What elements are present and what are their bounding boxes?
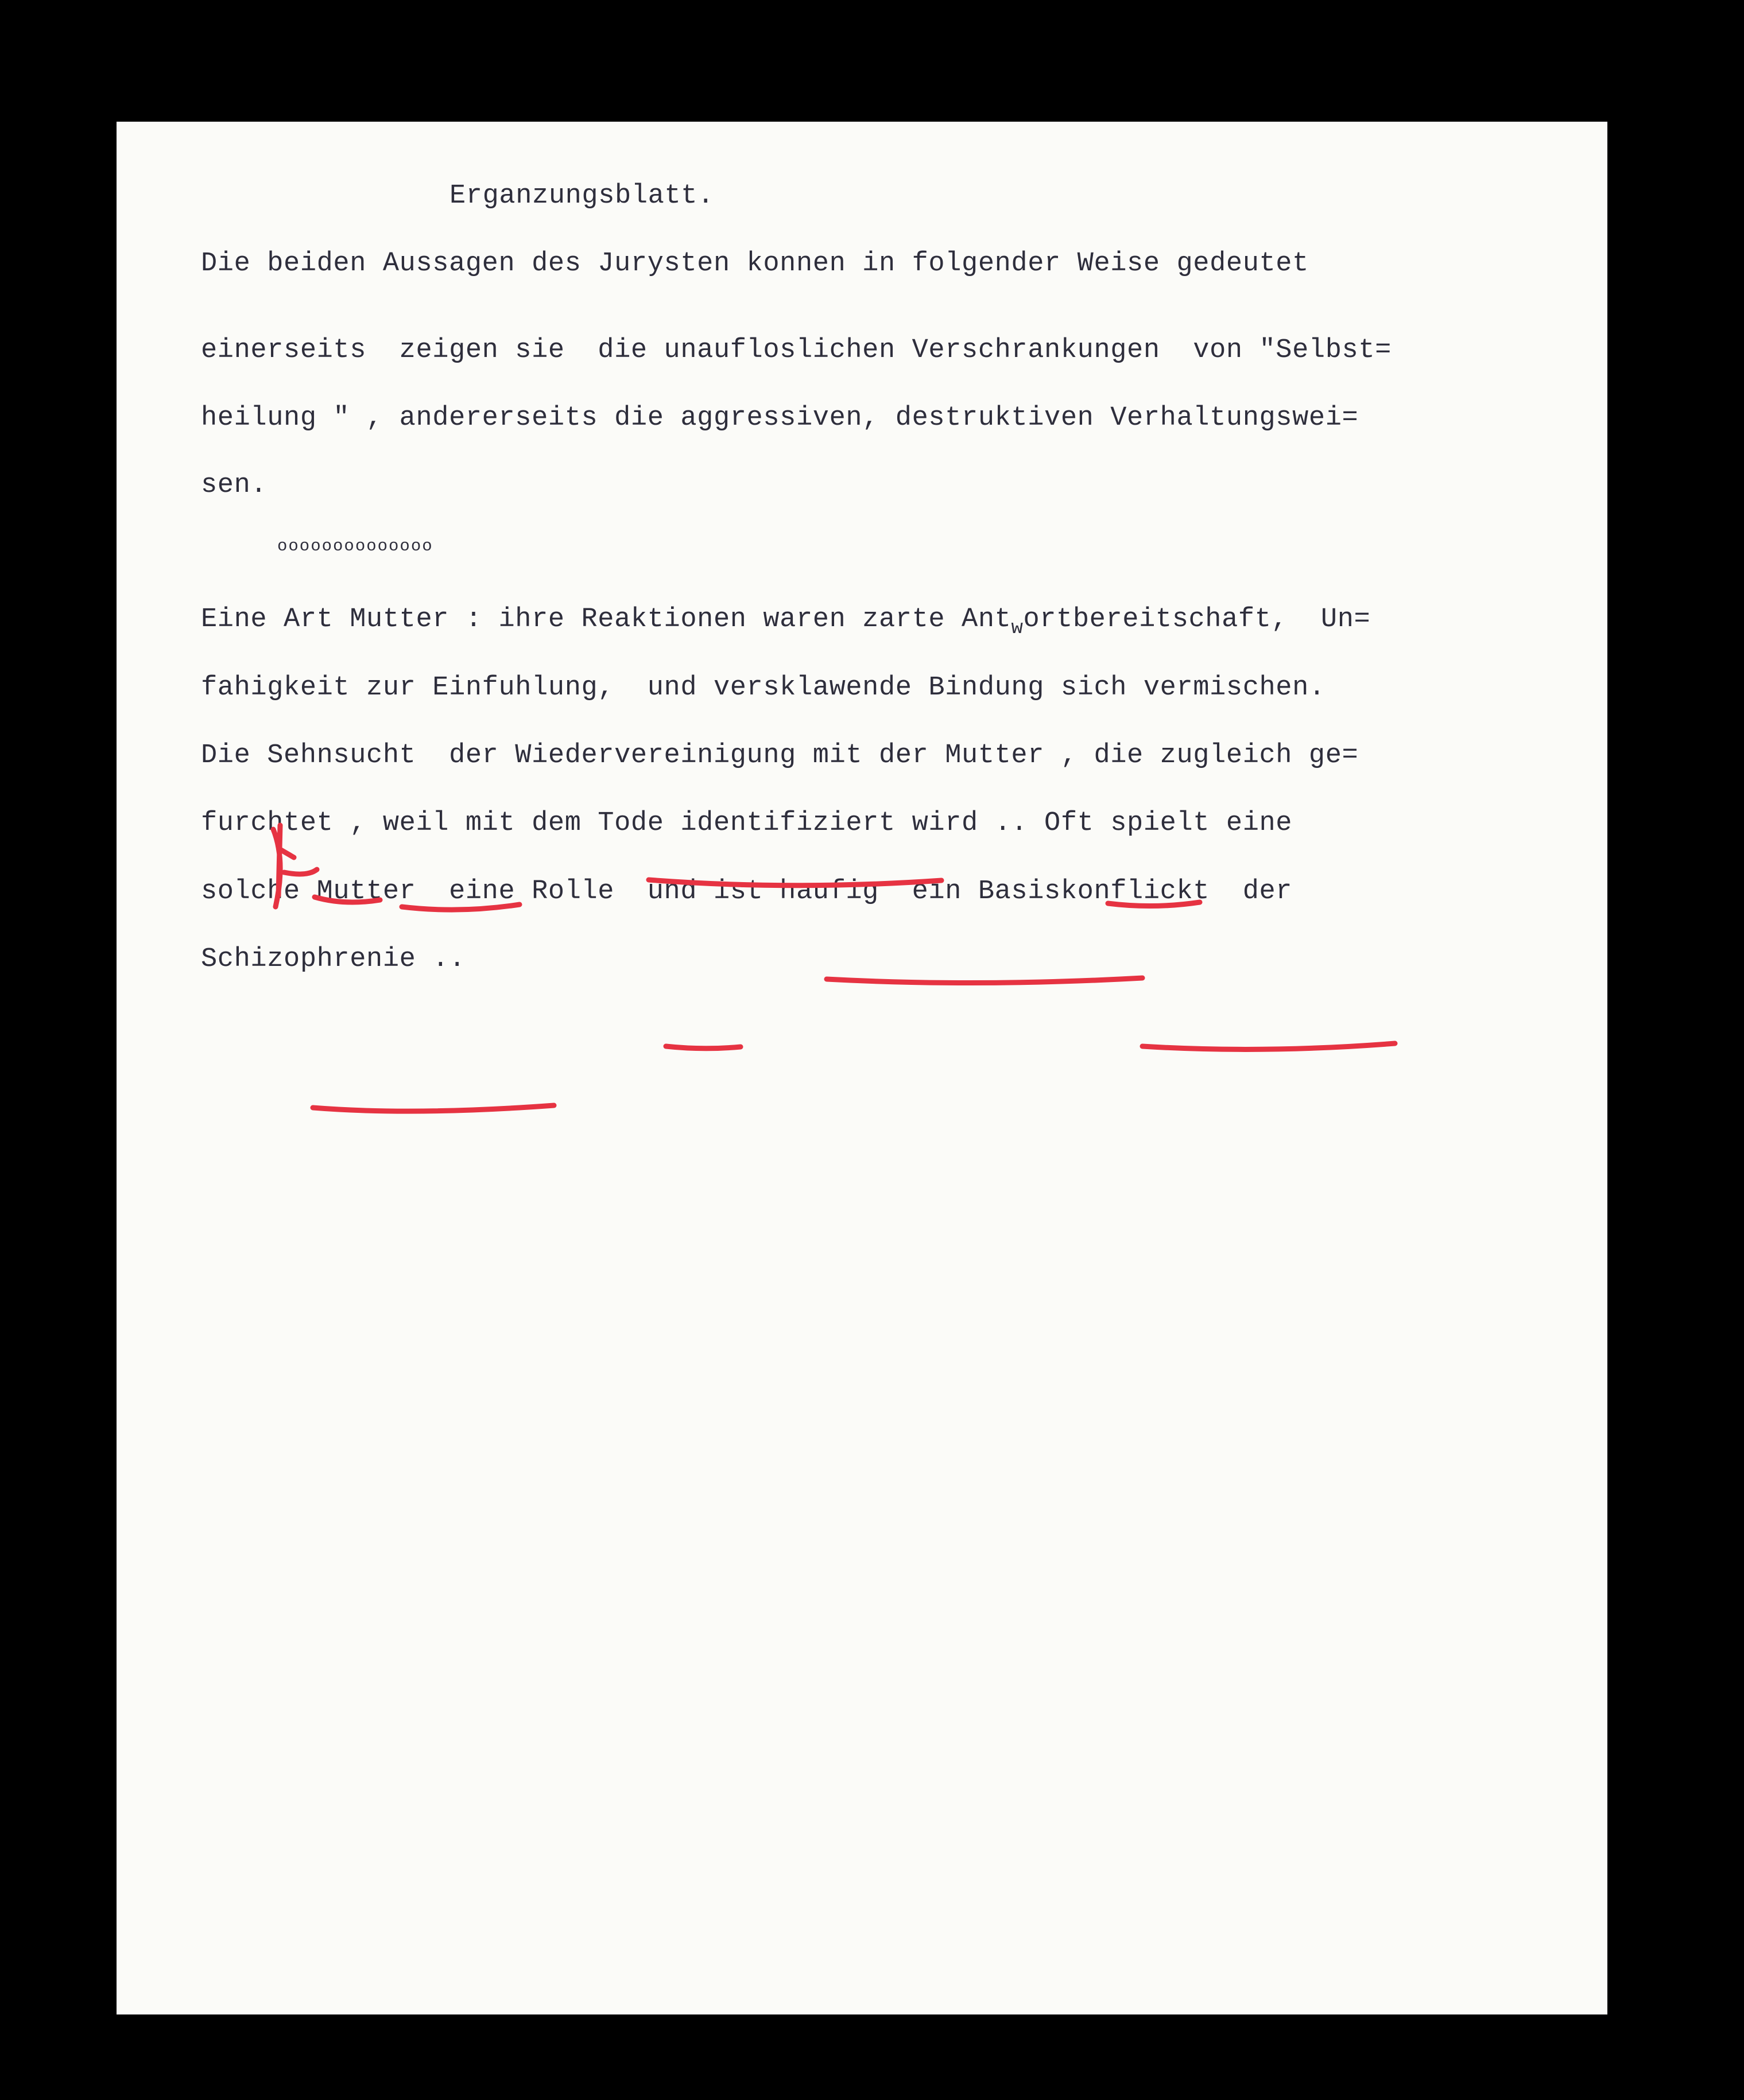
paragraph-2-line-4: furchtet , weil mit dem Tode identifiziert wird .. Oft spielt eine [201, 808, 1293, 839]
paragraph-1-line-1: Die beiden Aussagen des Jurysten konnen in folgender Weise gedeutet [201, 249, 1309, 279]
line-1-text-end: ortbereitschaft, Un= [1023, 604, 1371, 635]
paragraph-2-line-6: Schizophrenie .. [201, 944, 466, 975]
paragraph-2-line-5: solche Mutter eine Rolle und ist haufig ein Basiskonflickt der [201, 876, 1293, 907]
separator-row: oooooooooooooo [277, 537, 433, 556]
line-1-text-start: Eine Art Mutter : ihre Reaktionen waren zarte Ant [201, 604, 1011, 635]
paragraph-1-line-4: sen. [201, 470, 268, 500]
document-title: Erganzungsblatt. [449, 181, 714, 211]
paragraph-1-line-2: einerseits zeigen sie die unaufloslichen Verschrankungen von "Selbst= [201, 335, 1392, 366]
subscript-w: w [1011, 618, 1024, 639]
paragraph-1-line-3: heilung " , andererseits die aggressiven, destruktiven Verhaltungswei= [201, 403, 1359, 433]
paragraph-2-line-2: fahigkeit zur Einfuhlung, und versklawende Bindung sich vermischen. [201, 673, 1326, 703]
paragraph-2-line-3: Die Sehnsucht der Wiedervereinigung mit der Mutter , die zugleich ge= [201, 740, 1359, 771]
paragraph-2-line-1 [201, 604, 1371, 639]
